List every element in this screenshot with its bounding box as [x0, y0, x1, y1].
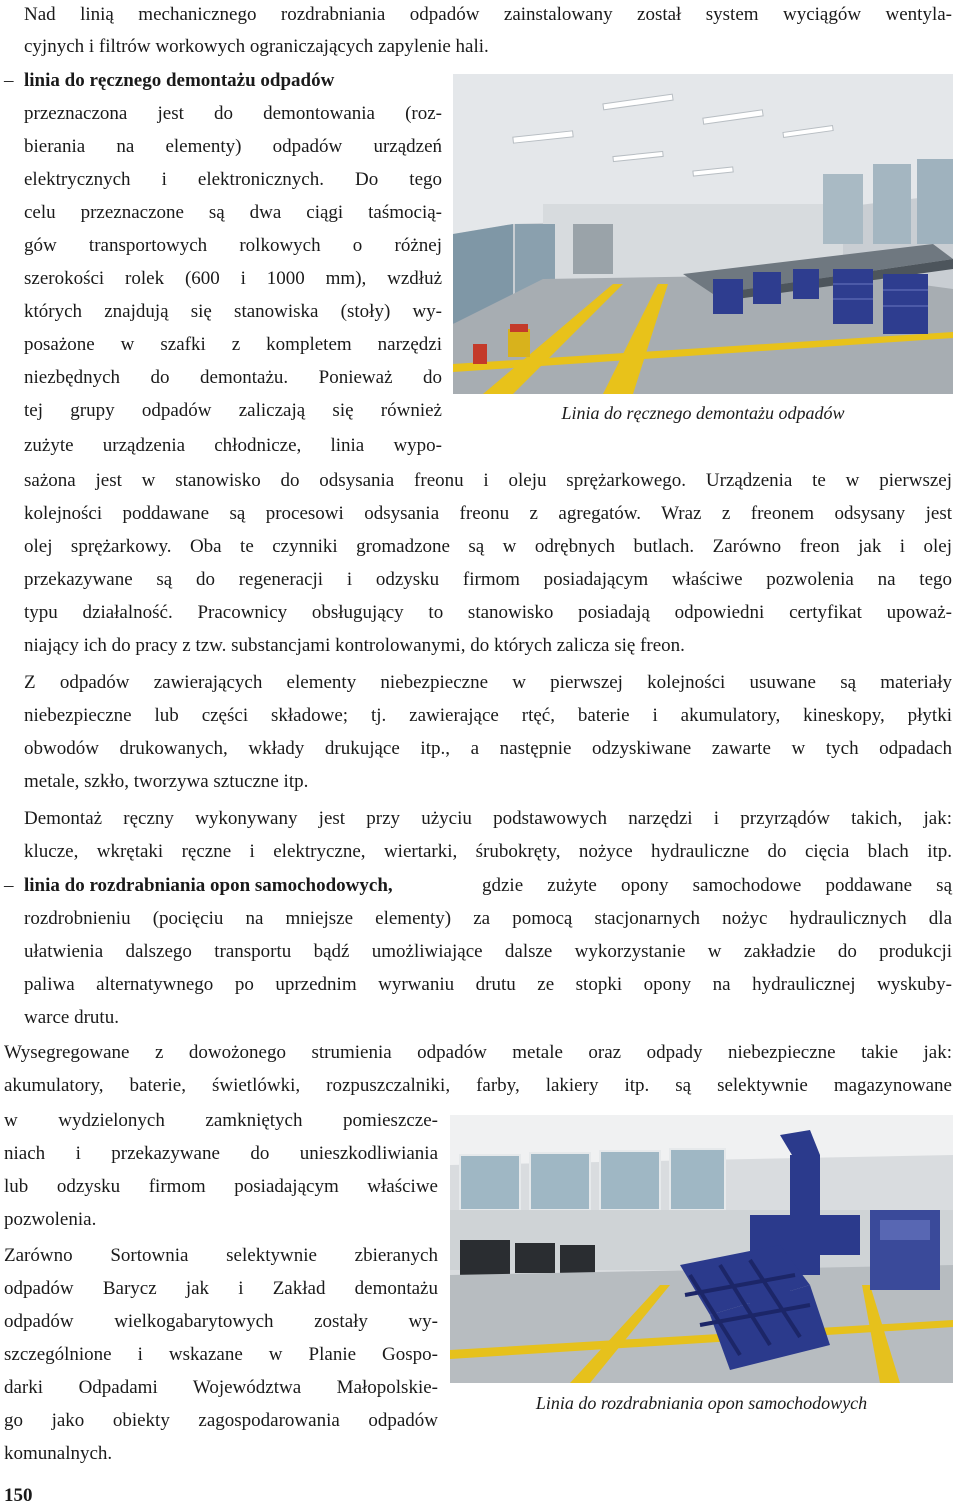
text-line: zużyte urządzenia chłodnicze, linia wypo- [24, 435, 442, 456]
text-line: Nad linią mechanicznego rozdrabniania odpadów zainstalowany został system wyciągów wentyla- [24, 4, 952, 25]
text-line: niebezpieczne lub części składowe; tj. zawierające rtęć, baterie i akumulatory, kineskopy, płytki [24, 705, 952, 726]
text-line: elektrycznych i elektronicznych. Do tego [24, 169, 442, 190]
page-number: 150 [4, 1485, 33, 1506]
text-line: metale, szkło, tworzywa sztuczne itp. [24, 771, 309, 792]
text-line: cyjnych i filtrów workowych ograniczających zapylenie hali. [24, 36, 489, 57]
text-line: Zarówno Sortownia selektywnie zbieranych [4, 1245, 438, 1266]
text-line: bierania na elementy) odpadów urządzeń [24, 136, 442, 157]
text-line: niach i przekazywane do unieszkodliwiania [4, 1143, 438, 1164]
text-line: których znajdują się stanowiska (stoły) wy- [24, 301, 442, 322]
text-line: kolejności poddawane są procesowi odsysania freonu z agregatów. Wraz z freonem odsysany jest [24, 503, 952, 524]
text-line: lub odzysku firmom posiadającym właściwe [4, 1176, 438, 1197]
text-line: go jako obiekty zagospodarowania odpadów [4, 1410, 438, 1431]
bullet-heading-bold: linia do ręcznego demontażu odpadów [24, 70, 335, 91]
text-line: olej sprężarkowy. Oba te czynniki gromadzone są w odrębnych butlach. Zarówno freon jak i olej [24, 536, 952, 557]
text-line: komunalnych. [4, 1443, 113, 1464]
text-line: niający ich do pracy z tzw. substancjami kontrolowanymi, do których zalicza się freon. [24, 635, 685, 656]
text-line: typu działalność. Pracownicy obsługujący to stanowisko posiadają odpowiedni certyfikat upoważ- [24, 602, 952, 623]
text-line: w wydzielonych zamkniętych pomieszcze- [4, 1110, 438, 1131]
text-line: przekazywane są do regeneracji i odzysku firmom posiadającym właściwe pozwolenia na tego [24, 569, 952, 590]
text-line: tej grupy odpadów zaliczają się również [24, 400, 442, 421]
text-line: Demontaż ręczny wykonywany jest przy użyciu podstawowych narzędzi i przyrządów takich, jak: [24, 808, 952, 829]
text-line: darki Odpadami Województwa Małopolskie- [4, 1377, 438, 1398]
text-line: odpadów Barycz jak i Zakład demontażu [4, 1278, 438, 1299]
text-line: odpadów wielkogabarytowych zostały wy- [4, 1311, 438, 1332]
bullet-heading [24, 873, 393, 898]
photo-tire-shredding-line [450, 1115, 953, 1383]
text-line: szczególnione i wskazane w Planie Gospo- [4, 1344, 438, 1365]
text-line: posażone w szafki z kompletem narzędzi [24, 334, 442, 355]
text-line: niezbędnych do demontażu. Ponieważ do [24, 367, 442, 388]
bullet-heading-bold: linia do rozdrabniania opon samochodowych, [24, 875, 393, 896]
photo-caption-manual-disassembly: Linia do ręcznego demontażu odpadów [561, 403, 845, 423]
photo-manual-disassembly-line [453, 74, 953, 394]
text-line: celu przeznaczone są dwa ciągi taśmocią- [24, 202, 442, 223]
text-line: ułatwienia dalszego transportu bądź umożliwiające dalsze wykorzystanie w zakładzie do produkcji [24, 941, 952, 962]
text-line: obwodów drukowanych, wkłady drukujące itp., a następnie odzyskiwane zawarte w tych odpadach [24, 738, 952, 759]
text-line: rozdrobnieniu (pocięciu na mniejsze elementy) za pomocą stacjonarnych nożyc hydraulicznych dla [24, 908, 952, 929]
text-line: przeznaczona jest do demontowania (roz- [24, 103, 442, 124]
text-line: paliwa alternatywnego po uprzednim wyrwaniu drutu ze stopki opony na hydraulicznej wyskuby- [24, 974, 952, 995]
text-line: pozwolenia. [4, 1209, 97, 1230]
bullet-dash: – [4, 875, 14, 896]
text-line: sażona jest w stanowisko do odsysania freonu i oleju sprężarkowego. Urządzenia te w pierwszej [24, 470, 952, 491]
bullet-heading [24, 68, 434, 93]
text-line: warce drutu. [24, 1007, 119, 1028]
text-line: szerokości rolek (600 i 1000 mm), wzdłuż [24, 268, 442, 289]
bullet-dash: – [4, 70, 14, 91]
text-line: Wysegregowane z dowożonego strumienia odpadów metale oraz odpady niebezpieczne takie jak: [4, 1042, 952, 1063]
text-line: akumulatory, baterie, świetlówki, rozpuszczalniki, farby, lakiery itp. są selektywnie magazynowane [4, 1075, 952, 1096]
text-line: gdzie zużyte opony samochodowe poddawane są [482, 875, 952, 896]
photo-caption-tire-shredding: Linia do rozdrabniania opon samochodowych [535, 1393, 868, 1413]
text-line: Z odpadów zawierających elementy niebezpieczne w pierwszej kolejności usuwane są materiały [24, 672, 952, 693]
text-line: gów transportowych rolkowych o różnej [24, 235, 442, 256]
text-line: klucze, wkrętaki ręczne i elektryczne, wiertarki, śrubokręty, nożyce hydrauliczne do cięcia blach itp. [24, 841, 952, 862]
